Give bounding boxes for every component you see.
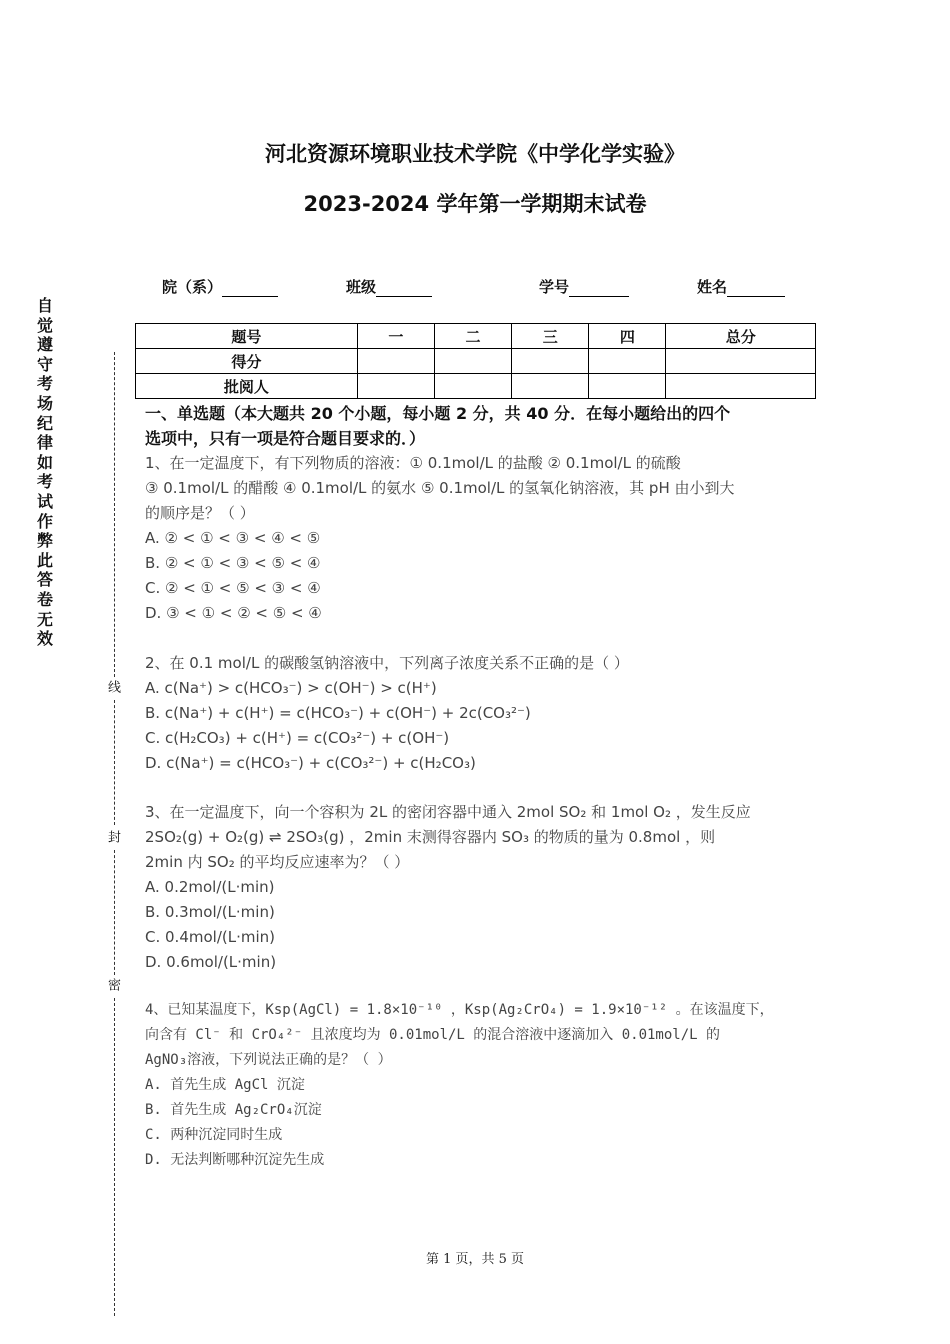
page-footer: 第 1 页，共 5 页 xyxy=(425,1252,525,1267)
option-d[interactable]: D. ③ < ① < ② < ⑤ < ④ xyxy=(145,604,322,622)
option-c[interactable]: C. ② < ① < ⑤ < ③ < ④ xyxy=(145,579,321,597)
class-field xyxy=(346,276,432,297)
score-table-cell: 三 xyxy=(512,324,589,349)
option-b[interactable]: B. 0.3mol/(L·min) xyxy=(145,903,275,921)
class-label: 班级 xyxy=(346,278,377,296)
option-c[interactable]: C. 两种沉淀同时生成 xyxy=(145,1127,283,1143)
cut-line-segment xyxy=(114,352,115,677)
student-id-field xyxy=(539,276,629,297)
question-3 xyxy=(145,800,830,975)
score-row-label: 得分 xyxy=(136,349,358,374)
name-field xyxy=(697,276,785,297)
question-stem-line: 1、在一定温度下，有下列物质的溶液：① 0.1mol/L 的盐酸 ② 0.1mol/L 的硫酸 xyxy=(145,454,681,472)
section-heading-line: 选项中，只有一项是符合题目要求的．） xyxy=(145,429,426,448)
reviewer-input-cell[interactable] xyxy=(512,374,589,399)
reviewer-input-cell[interactable] xyxy=(434,374,511,399)
question-stem-line: ③ 0.1mol/L 的醋酸 ④ 0.1mol/L 的氨水 ⑤ 0.1mol/L 的氢氧化钠溶液，其 pH 由小到大 xyxy=(145,479,735,497)
score-row xyxy=(136,349,816,374)
score-table-cell: 总分 xyxy=(666,324,816,349)
question-stem-line: 向含有 Cl⁻ 和 CrO₄²⁻ 且浓度均为 0.01mol/L 的混合溶液中逐滴加入 0.01mol/L 的 xyxy=(145,1027,721,1043)
question-stem-line: 2min 内 SO₂ 的平均反应速率为？（ ） xyxy=(145,853,410,871)
score-table-cell: 题号 xyxy=(136,324,358,349)
name-label: 姓名 xyxy=(697,278,728,296)
reviewer-input-cell[interactable] xyxy=(357,374,434,399)
reviewer-row-label: 批阅人 xyxy=(136,374,358,399)
score-table-cell: 一 xyxy=(357,324,434,349)
reviewer-input-cell[interactable] xyxy=(666,374,816,399)
option-b[interactable]: B. ② < ① < ③ < ⑤ < ④ xyxy=(145,554,321,572)
option-d[interactable]: D. 0.6mol/(L·min) xyxy=(145,953,277,971)
score-input-cell[interactable] xyxy=(434,349,511,374)
class-blank[interactable] xyxy=(376,280,432,297)
option-d[interactable]: D. 无法判断哪种沉淀先生成 xyxy=(145,1152,325,1168)
cut-label-seal: 封 xyxy=(105,830,120,843)
option-a[interactable]: A. 0.2mol/(L·min) xyxy=(145,878,275,896)
question-stem-line: 4、已知某温度下，Ksp(AgCl) = 1.8×10⁻¹⁰ ，Ksp(Ag₂CrO₄) = 1.9×10⁻¹² 。在该温度下， xyxy=(145,1002,774,1018)
score-input-cell[interactable] xyxy=(589,349,666,374)
score-input-cell[interactable] xyxy=(666,349,816,374)
cut-line-segment xyxy=(114,850,115,975)
option-d[interactable]: D. c(Na⁺) = c(HCO₃⁻) + c(CO₃²⁻) + c(H₂CO₃) xyxy=(145,754,476,772)
option-c[interactable]: C. c(H₂CO₃) + c(H⁺) = c(CO₃²⁻) + c(OH⁻) xyxy=(145,729,450,747)
cut-label-secret: 密 xyxy=(105,978,120,991)
question-stem-line: 3、在一定温度下，向一个容积为 2L 的密闭容器中通入 2mol SO₂ 和 1mol O₂ ，发生反应 xyxy=(145,803,751,821)
question-stem-line: AgNO₃溶液，下列说法正确的是？（ ） xyxy=(145,1052,392,1068)
option-b[interactable]: B. c(Na⁺) + c(H⁺) = c(HCO₃⁻) + c(OH⁻) + 2c(CO₃²⁻) xyxy=(145,704,531,722)
name-blank[interactable] xyxy=(727,280,785,297)
option-b[interactable]: B. 首先生成 Ag₂CrO₄沉淀 xyxy=(145,1102,322,1118)
question-4 xyxy=(145,998,830,1173)
cut-line-segment xyxy=(114,700,115,825)
cut-label-line: 线 xyxy=(105,680,120,693)
score-table-cell: 二 xyxy=(434,324,511,349)
section-heading xyxy=(145,401,825,451)
question-2 xyxy=(145,651,830,776)
question-stem-line: 2SO₂(g) + O₂(g) ⇌ 2SO₃(g) ，2min 末测得容器内 SO₃ 的物质的量为 0.8mol ，则 xyxy=(145,828,716,846)
student-id-blank[interactable] xyxy=(569,280,629,297)
option-a[interactable]: A. ② < ① < ③ < ④ < ⑤ xyxy=(145,529,321,547)
reviewer-input-cell[interactable] xyxy=(589,374,666,399)
exam-title-line2: 2023-2024 学年第一学期期末试卷 xyxy=(303,192,647,216)
question-stem-line: 的顺序是？（ ） xyxy=(145,504,255,522)
option-a[interactable]: A. 首先生成 AgCl 沉淀 xyxy=(145,1077,305,1093)
question-stem-line: 2、在 0.1 mol/L 的碳酸氢钠溶液中，下列离子浓度关系不正确的是（ ） xyxy=(145,654,629,672)
score-table xyxy=(135,323,816,399)
score-table-header-row xyxy=(136,324,816,349)
side-warning-text: 自觉遵守考场纪律如考试作弊此答卷无效 xyxy=(36,296,53,649)
question-1 xyxy=(145,451,830,626)
score-input-cell[interactable] xyxy=(357,349,434,374)
score-input-cell[interactable] xyxy=(512,349,589,374)
department-blank[interactable] xyxy=(222,280,278,297)
cut-line-segment xyxy=(114,998,115,1316)
department-label: 院（系） xyxy=(162,278,223,296)
option-c[interactable]: C. 0.4mol/(L·min) xyxy=(145,928,275,946)
student-id-label: 学号 xyxy=(539,278,570,296)
score-table-cell: 四 xyxy=(589,324,666,349)
option-a[interactable]: A. c(Na⁺) > c(HCO₃⁻) > c(OH⁻) > c(H⁺) xyxy=(145,679,437,697)
reviewer-row xyxy=(136,374,816,399)
department-field xyxy=(162,276,278,297)
exam-title-line1: 河北资源环境职业技术学院《中学化学实验》 xyxy=(265,142,685,166)
section-heading-line: 一、单选题（本大题共 20 个小题，每小题 2 分，共 40 分．在每小题给出的四个 xyxy=(145,404,731,423)
